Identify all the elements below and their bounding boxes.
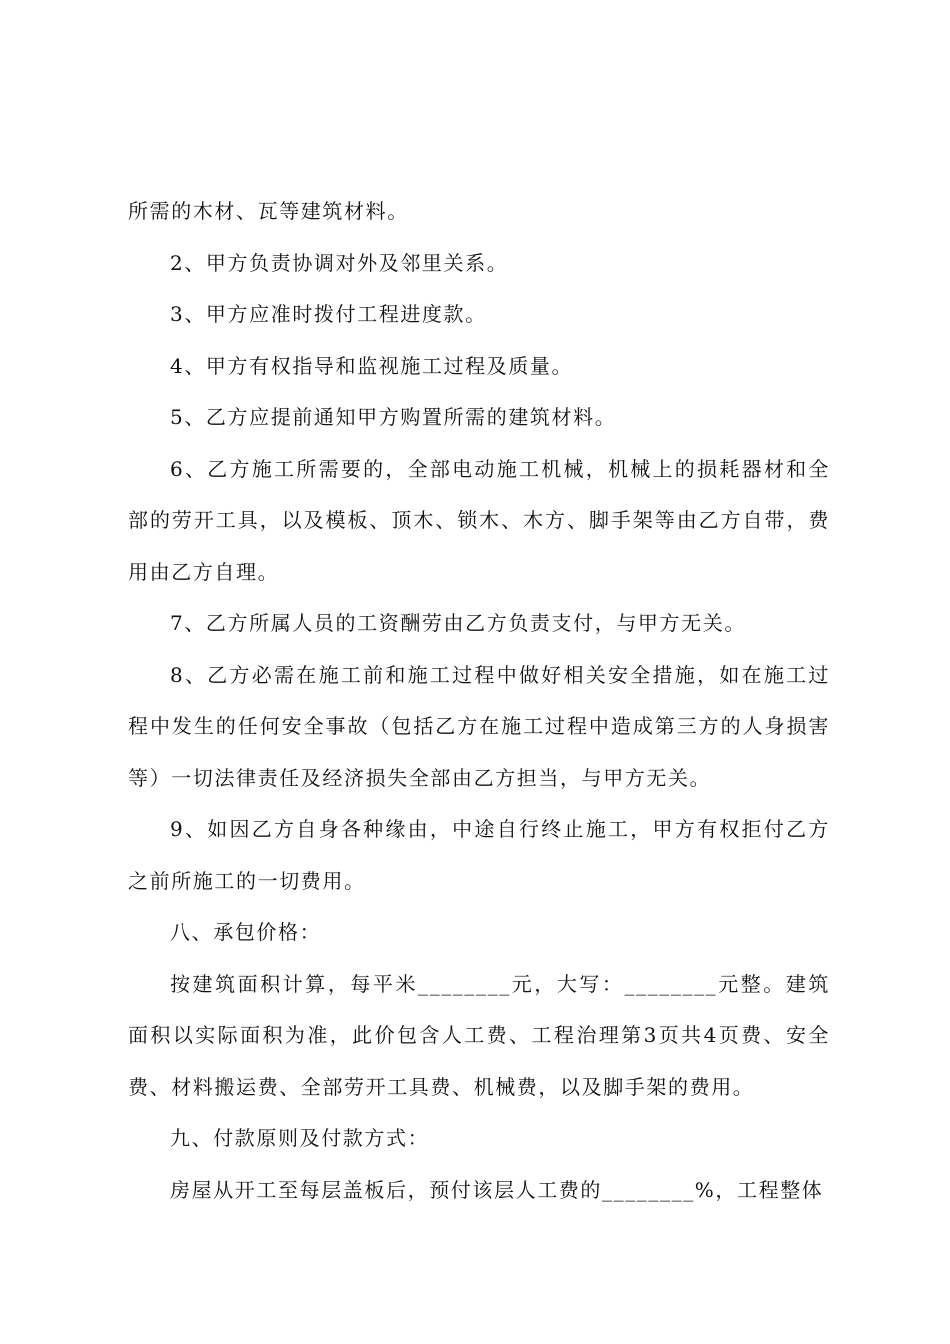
document-body bbox=[128, 186, 830, 1216]
section-heading-payment: 九、付款原则及付款方式： bbox=[170, 1126, 430, 1150]
contract-price-body: 按建筑面积计算，每平米________元，大写：________元整。建筑面积以实际面积为准，此价包含人工费、工程治理第3页共4页费、安全费、材料搬运费、全部劳开工具费、机械费，以及脚手架的费用。 bbox=[128, 971, 830, 1099]
clause-9: 9、如因乙方自身各种缘由，中途自行终止施工，甲方有权拒付乙方之前所施工的一切费用。 bbox=[128, 817, 830, 893]
clause-4: 4、甲方有权指导和监视施工过程及质量。 bbox=[170, 353, 574, 378]
clause-2: 2、甲方负责协调对外及邻里关系。 bbox=[170, 250, 509, 275]
clause-5: 5、乙方应提前通知甲方购置所需的建筑材料。 bbox=[170, 405, 617, 429]
clause-3: 3、甲方应准时拨付工程进度款。 bbox=[170, 302, 487, 326]
clause-6: 6、乙方施工所需要的，全部电动施工机械，机械上的损耗器材和全部的劳开工具，以及模板、顶木、锁木、木方、脚手架等由乙方自带，费用由乙方自理。 bbox=[128, 456, 830, 584]
payment-body: 房屋从开工至每层盖板后，预付该层人工费的________%，工程整体 bbox=[170, 1177, 824, 1202]
section-heading-contract-price: 八、承包价格： bbox=[170, 920, 322, 944]
clause-8: 8、乙方必需在施工前和施工过程中做好相关安全措施，如在施工过程中发生的任何安全事故（包括乙方在施工过程中造成第三方的人身损害等）一切法律责任及经济损失全部由乙方担当，与甲方无关。 bbox=[128, 662, 830, 790]
paragraph-continuation: 所需的木材、瓦等建筑材料。 bbox=[128, 199, 409, 223]
clause-7: 7、乙方所属人员的工资酬劳由乙方负责支付，与甲方无关。 bbox=[170, 611, 746, 635]
